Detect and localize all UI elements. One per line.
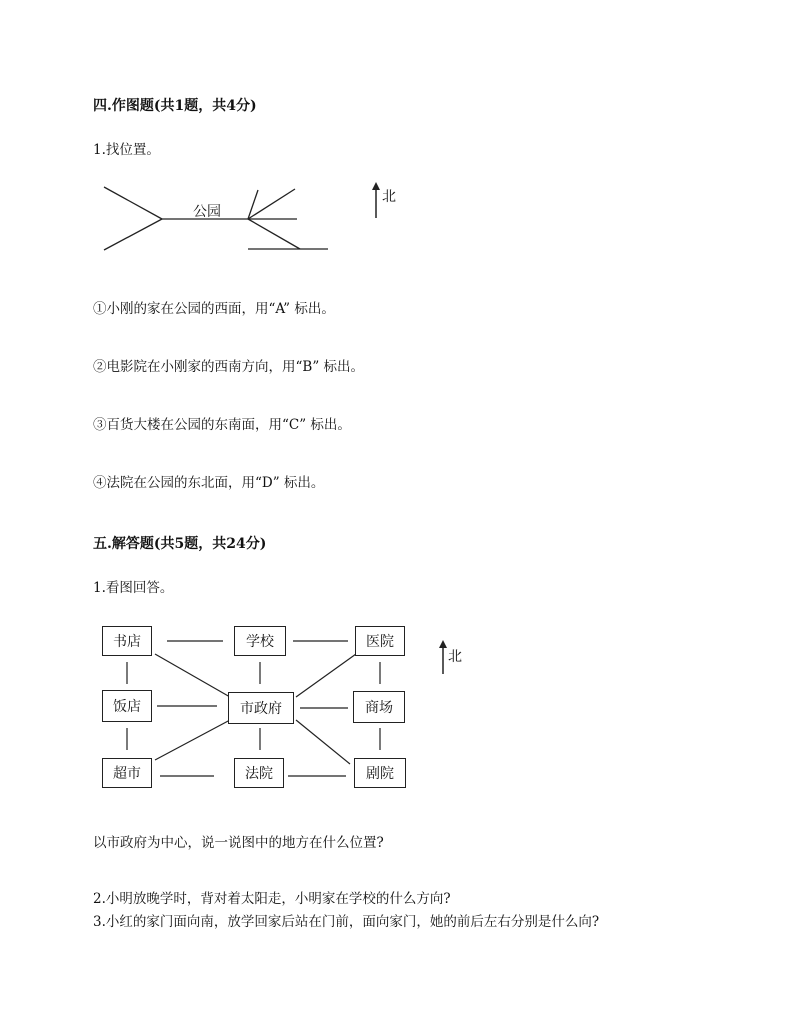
question-2: 2.小明放晚学时，背对着太阳走，小明家在学校的什么方向? bbox=[93, 891, 451, 907]
question-1-prompt: 以市政府为中心，说一说图中的地方在什么位置? bbox=[93, 835, 384, 851]
question-1-title: 1.找位置。 bbox=[93, 142, 160, 158]
task-2: ②电影院在小刚家的西南方向，用“B” 标出。 bbox=[93, 359, 365, 375]
task-3: ③百货大楼在公园的东南面，用“C” 标出。 bbox=[93, 417, 351, 433]
map-line bbox=[296, 654, 356, 697]
map-line bbox=[155, 720, 230, 760]
question-1-title: 1.看图回答。 bbox=[93, 580, 174, 596]
map-box-school: 学校 bbox=[234, 626, 286, 656]
map-box-mall: 商场 bbox=[353, 691, 405, 723]
map-box-hospital: 医院 bbox=[355, 626, 405, 656]
north-arrow-icon bbox=[439, 640, 447, 674]
map-line bbox=[155, 654, 230, 697]
map-line bbox=[296, 720, 350, 764]
park-label: 公园 bbox=[193, 204, 221, 220]
task-4: ④法院在公园的东北面，用“D” 标出。 bbox=[93, 475, 325, 491]
map-box-supermarket: 超市 bbox=[102, 758, 152, 788]
map-box-bookstore: 书店 bbox=[102, 626, 152, 656]
map-box-restaurant: 饭店 bbox=[102, 690, 152, 722]
map-box-court: 法院 bbox=[234, 758, 284, 788]
map-box-city-hall: 市政府 bbox=[228, 692, 294, 724]
section-5-heading: 五.解答题(共5题，共24分) bbox=[93, 536, 267, 552]
section-4-heading: 四.作图题(共1题，共4分) bbox=[93, 98, 257, 114]
task-1: ①小刚的家在公园的西面，用“A” 标出。 bbox=[93, 301, 335, 317]
north-label: 北 bbox=[382, 189, 396, 205]
map-box-theater: 剧院 bbox=[354, 758, 406, 788]
north-label: 北 bbox=[448, 649, 462, 665]
question-3: 3.小红的家门面向南，放学回家后站在门前，面向家门，她的前后左右分别是什么向? bbox=[93, 914, 600, 930]
